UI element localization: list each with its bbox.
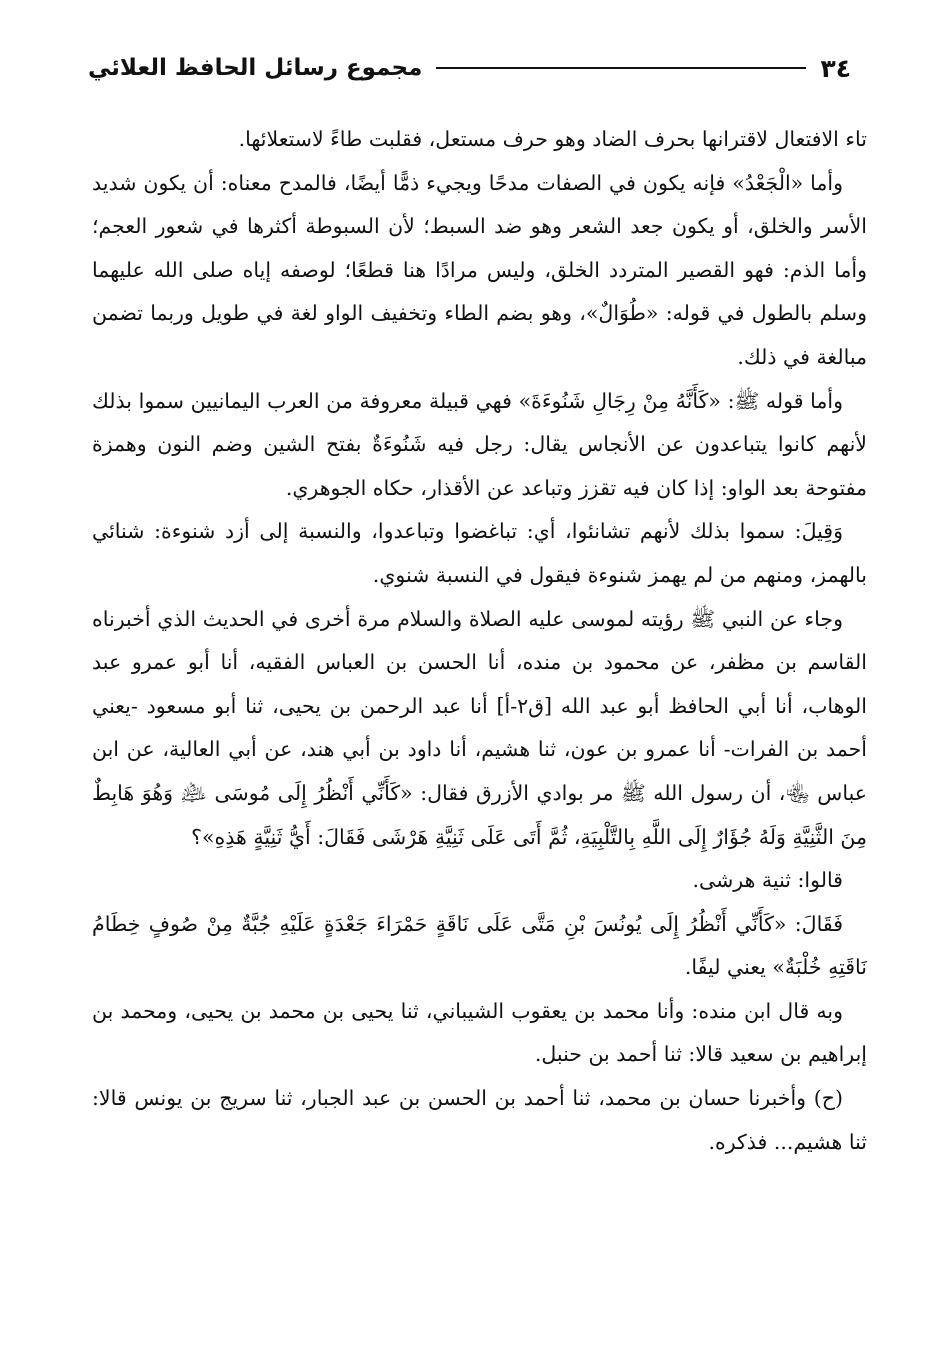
page-number: ٣٤	[820, 53, 851, 83]
paragraph-2: وأما «الْجَعْدُ» فإنه يكون في الصفات مدحًا ويجيء ذمًّا أيضًا، فالمدح معناه: أن يكون شديد الأسر والخلق، أو يكون جعد الشعر وهو ضد السبط؛ لأن السبوطة أكثرها في شعور العجم؛ وأما الذم: فهو القصير المتردد الخلق، وليس مرادًا هنا قطعًا؛ لوصفه إياه صلى الله عليهما وسلم بالطول في قوله: «طُوَالٌ»، وهو بضم الطاء وتخفيف الواو لغة في طويل وربما تضمن مبالغة في ذلك.	[92, 170, 867, 369]
paragraph-6: قالوا: ثنية هرشى.	[692, 868, 843, 893]
paragraph-8: وبه قال ابن منده: وأنا محمد بن يعقوب الشيباني، ثنا يحيى بن محمد بن يحيى، ومحمد بن إبراهيم بن سعيد قالا: ثنا أحمد بن حنبل.	[92, 998, 867, 1067]
header-rule	[436, 67, 806, 69]
paragraph-4: وَقِيلَ: سموا بذلك لأنهم تشانئوا، أي: تباغضوا وتباعدوا، والنسبة إلى أزد شنوءة: شنائي بالهمز، ومنهم من لم يهمز شنوءة فيقول في النسبة شنوي.	[92, 519, 867, 587]
running-title: مجموع رسائل الحافظ العلائي	[88, 55, 423, 81]
paragraph-1: تاء الافتعال لاقترانها بحرف الضاد وهو حرف مستعل، فقلبت طاءً لاستعلائها.	[238, 127, 867, 151]
paragraph-7: فَقَالَ: «كَأَنِّي أَنْظُرُ إِلَى يُونُسَ بْنِ مَتَّى عَلَى نَاقَةٍ حَمْرَاءَ جَعْدَةٍ عَلَيْهِ جُبَّةٌ مِنْ صُوفٍ خِطَامُ نَاقَتِهِ خُلْبَةٌ» يعني ليفًا.	[92, 911, 867, 980]
body-text	[92, 118, 867, 1164]
paragraph-5: وجاء عن النبي ﷺ رؤيته لموسى عليه الصلاة والسلام مرة أخرى في الحديث الذي أخبرناه القاسم بن مظفر، عن محمود بن منده، أنا الحسن بن العباس الفقيه، أنا أبو عمرو عبد الوهاب، أنا أبي الحافظ أبو عبد الله [ق٢-أ] أنا عبد الرحمن بن يحيى، ثنا أبو مسعود -يعني أحمد بن الفرات- أنا عمرو بن عون، ثنا هشيم، أنا داود بن أبي هند، عن أبي العالية، عن ابن عباس ﵄، أن رسول الله ﷺ مر بوادي الأزرق فقال: «كَأَنِّي أَنْظُرُ إِلَى مُوسَى ﵇ وَهُوَ هَابِطٌ مِنَ الثَّنِيَّةِ وَلَهُ جُؤَارٌ إِلَى اللَّهِ بِالتَّلْبِيَةِ، ثُمَّ أَتَى عَلَى ثَنِيَّةِ هَرْشَى فَقَالَ: أَيُّ ثَنِيَّةٍ هَذِهِ»؟	[92, 606, 867, 849]
running-header	[88, 48, 851, 88]
paragraph-9: (ح) وأخبرنا حسان بن محمد، ثنا أحمد بن الحسن بن عبد الجبار، ثنا سريج بن يونس قالا: ثنا هشيم... فذكره.	[92, 1086, 867, 1154]
paragraph-3: وأما قوله ﷺ: «كَأَنَّهُ مِنْ رِجَالِ شَنُوءَةَ» فهي قبيلة معروفة من العرب اليمانيين سموا بذلك لأنهم كانوا يتباعدون عن الأنجاس يقال: رجل فيه شَنُوءَةٌ بفتح الشين وضم النون وهمزة مفتوحة بعد الواو: إذا كان فيه تقزز وتباعد عن الأقذار، حكاه الجوهري.	[92, 388, 867, 500]
